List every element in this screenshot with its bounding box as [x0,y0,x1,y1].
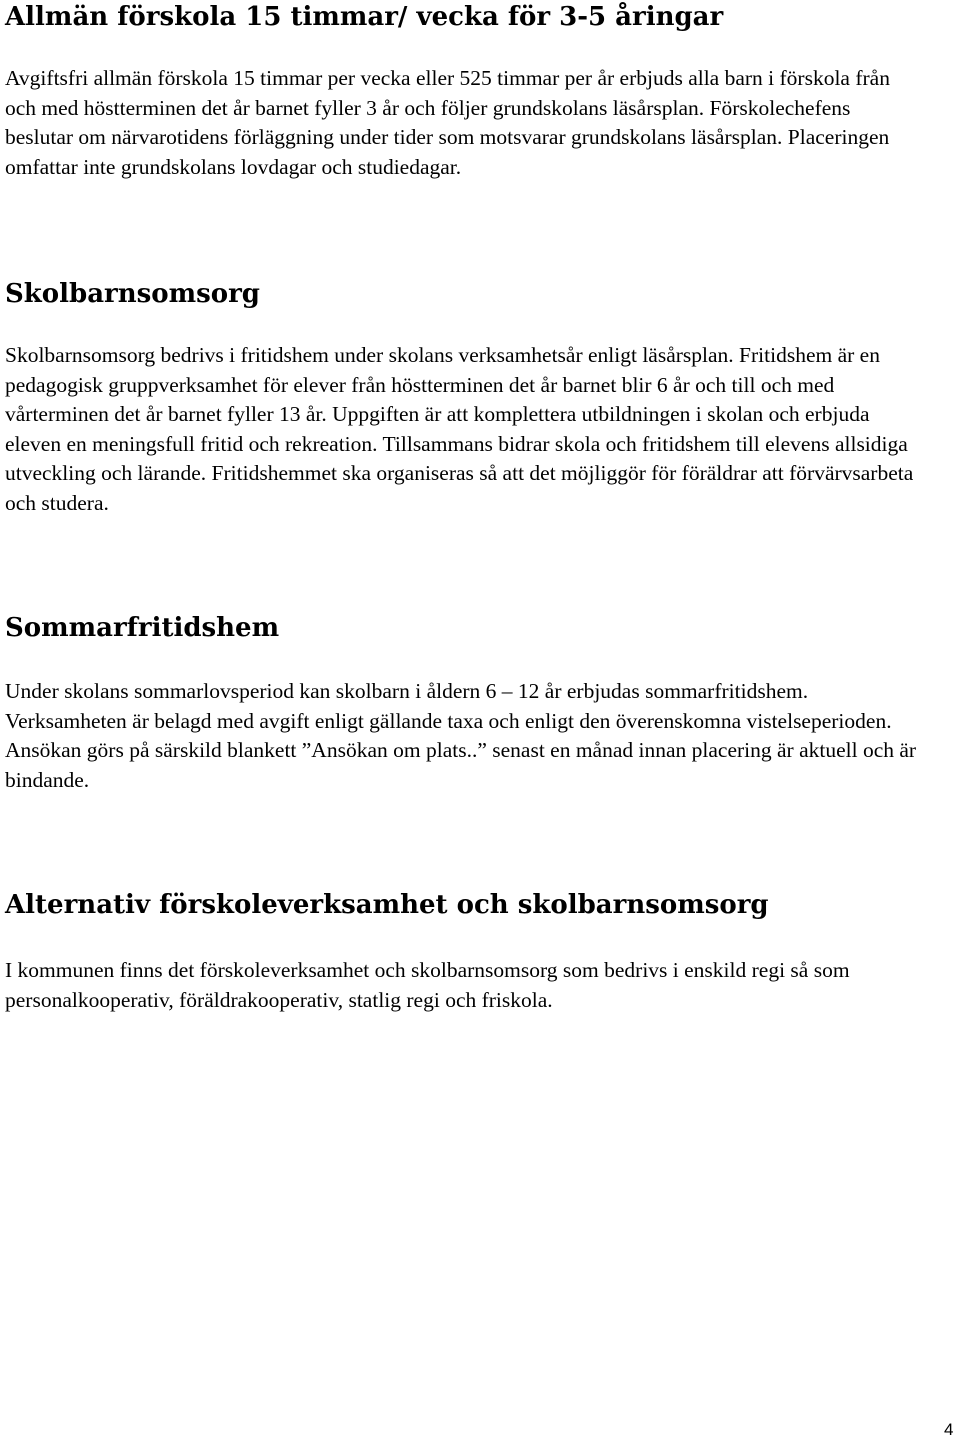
page-number: 4 [944,1420,954,1439]
section-heading: Sommarfritidshem [5,613,280,643]
section-paragraph: I kommunen finns det förskoleverksamhet och skolbarnsomsorg som bedrivs i enskild regi så som personalkooperativ, föräldrakooperativ, statlig regi och friskola. [5,958,850,1012]
section-paragraph: Avgiftsfri allmän förskola 15 timmar per vecka eller 525 timmar per år erbjuds alla barn i förskola från och med höstterminen det år barnet fyller 3 år och följer grundskolans läsårsplan. Förskolechefens beslutar om närvarotidens förläggning under tider som motsvarar grundskolans läsårsplan. Placeringen omfattar inte grundskolans lovdagar och studiedagar. [5,66,890,179]
section-paragraph: Skolbarnsomsorg bedrivs i fritidshem under skolans verksamhetsår enligt läsårsplan. Fritidshem är en pedagogisk gruppverksamhet för elever från höstterminen det år barnet blir 6 år och till och med vårterminen det år barnet fyller 13 år. Uppgiften är att komplettera utbildningen i skolan och erbjuda eleven en meningsfull fritid och rekreation. Tillsammans bidrar skola och fritidshem till elevens allsidiga utveckling och lärande. Fritidshemmet ska organiseras så att det möjliggör för föräldrar att förvärvsarbeta och studera. [5,343,914,515]
section-heading: Alternativ förskoleverksamhet och skolbarnsomsorg [5,890,769,920]
section-paragraph: Under skolans sommarlovsperiod kan skolbarn i åldern 6 – 12 år erbjudas sommarfritidshem. Verksamheten är belagd med avgift enligt gällande taxa och enligt den överenskomna vistelseperioden. Ansökan görs på särskild blankett ”Ansökan om plats..” senast en månad innan placering är aktuell och är bindande. [5,679,917,792]
section-heading: Skolbarnsomsorg [5,279,260,309]
section-heading: Allmän förskola 15 timmar/ vecka för 3-5 åringar [5,2,724,32]
